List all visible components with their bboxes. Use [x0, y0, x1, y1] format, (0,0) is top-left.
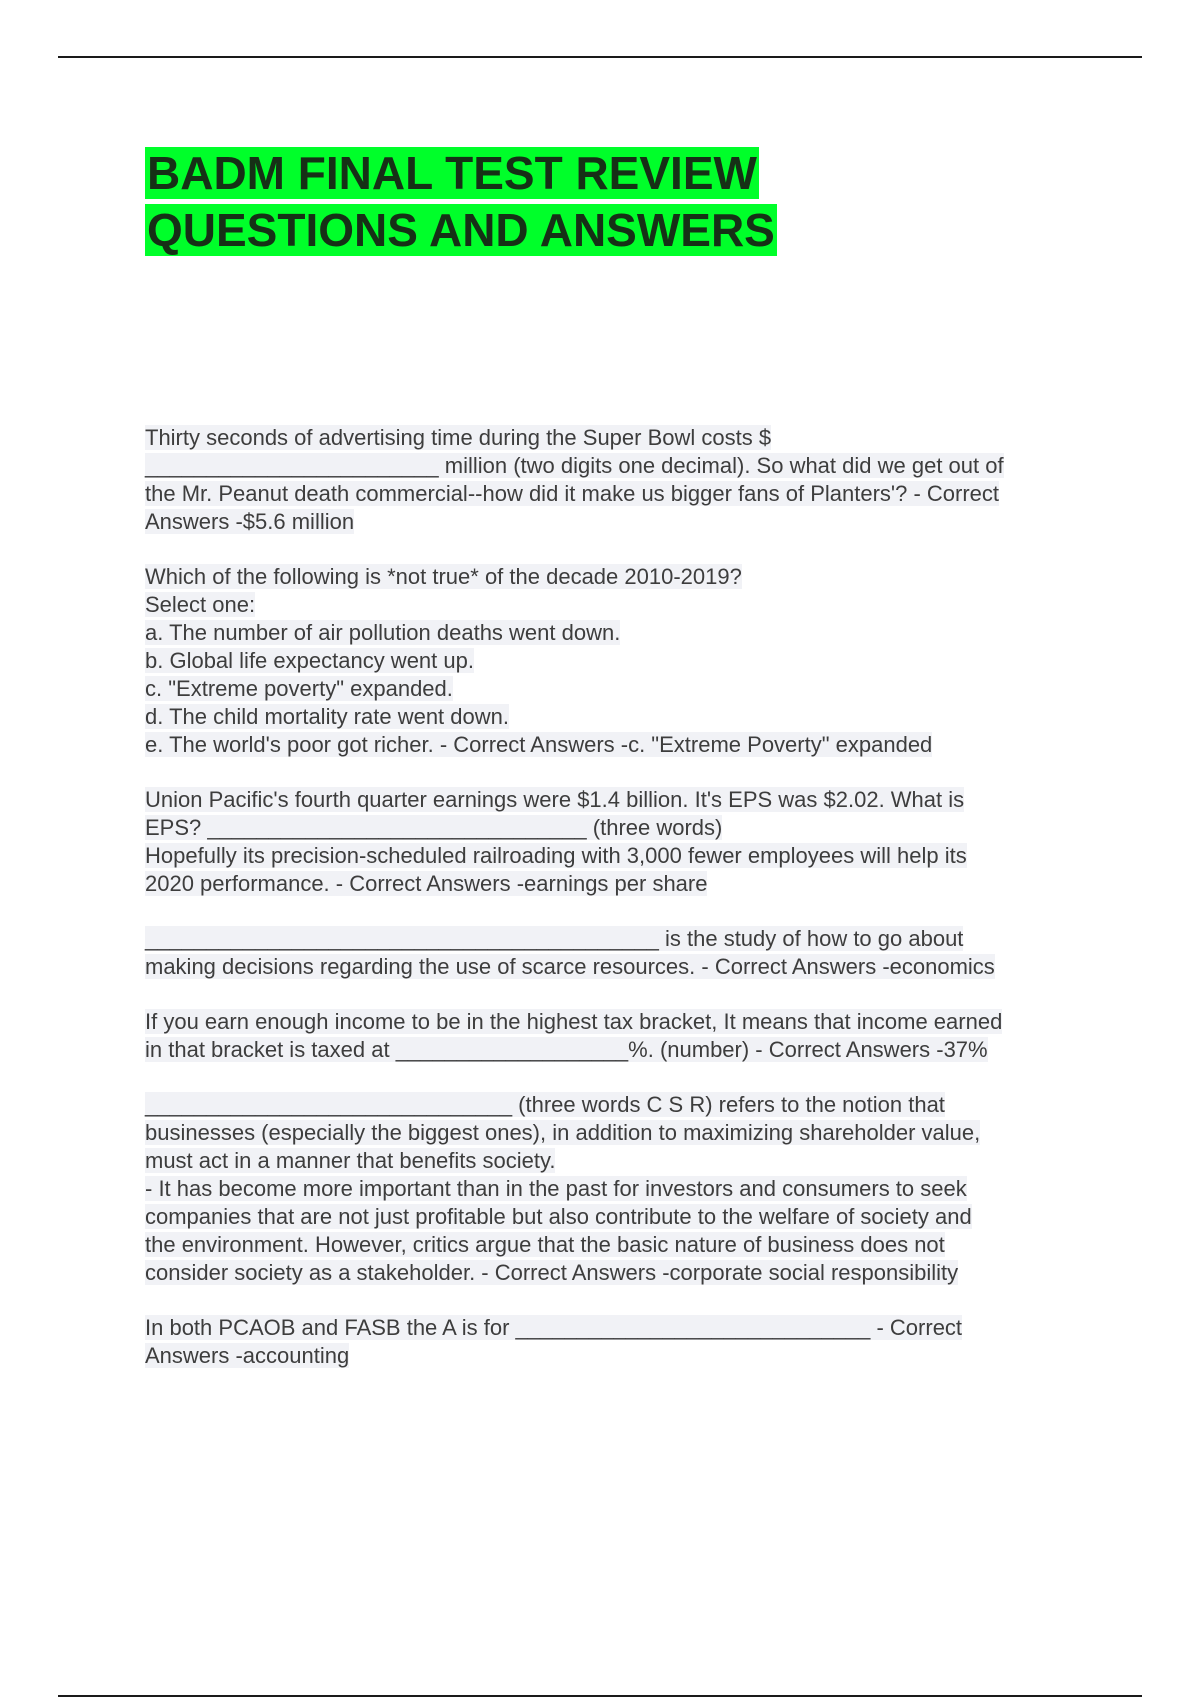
qa-line-text: the Mr. Peanut death commercial--how did it make us bigger fans of Planters'? - Correct	[145, 481, 1000, 506]
qa-item	[145, 1008, 1095, 1064]
qa-item	[145, 563, 1095, 759]
qa-line-text: b. Global life expectancy went up.	[145, 648, 474, 673]
qa-line-text: If you earn enough income to be in the highest tax bracket, It means that income earned	[145, 1009, 1003, 1034]
qa-line-text: Answers -$5.6 million	[145, 509, 355, 534]
qa-line	[145, 842, 1095, 870]
qa-line	[145, 452, 1095, 480]
qa-line	[145, 1147, 1095, 1175]
qa-line-text: Union Pacific's fourth quarter earnings were $1.4 billion. It's EPS was $2.02. What is	[145, 787, 965, 812]
qa-line-text: Select one:	[145, 592, 256, 617]
qa-line-text: in that bracket is taxed at ___________________%. (number) - Correct Answers -37%	[145, 1037, 988, 1062]
qa-line-text: the environment. However, critics argue that the basic nature of business does not	[145, 1232, 945, 1257]
qa-line-text: EPS? _______________________________ (three words)	[145, 815, 723, 840]
title-line-1: BADM FINAL TEST REVIEW	[147, 147, 757, 199]
qa-line	[145, 424, 1095, 452]
qa-line	[145, 925, 1095, 953]
qa-line-text: companies that are not just profitable but also contribute to the welfare of society and	[145, 1204, 972, 1229]
qa-line	[145, 647, 1095, 675]
qa-line	[145, 731, 1095, 759]
qa-line-text: consider society as a stakeholder. - Correct Answers -corporate social responsibility	[145, 1260, 959, 1285]
qa-line	[145, 591, 1095, 619]
qa-line-text: Answers -accounting	[145, 1343, 350, 1368]
qa-line-text: - It has become more important than in the past for investors and consumers to seek	[145, 1176, 967, 1201]
qa-line	[145, 619, 1095, 647]
qa-item	[145, 786, 1095, 898]
qa-line	[145, 1314, 1095, 1342]
qa-line-text: Thirty seconds of advertising time during the Super Bowl costs $	[145, 425, 772, 450]
qa-line	[145, 953, 1095, 981]
qa-line	[145, 480, 1095, 508]
qa-line	[145, 814, 1095, 842]
qa-item	[145, 1091, 1095, 1287]
qa-line	[145, 1203, 1095, 1231]
qa-line	[145, 1175, 1095, 1203]
qa-line	[145, 1259, 1095, 1287]
qa-line-text: making decisions regarding the use of scarce resources. - Correct Answers -economics	[145, 954, 995, 979]
qa-item	[145, 1314, 1095, 1370]
qa-item	[145, 424, 1095, 536]
qa-line	[145, 1342, 1095, 1370]
qa-line-text: must act in a manner that benefits society.	[145, 1148, 556, 1173]
qa-item	[145, 925, 1095, 981]
qa-line-text: __________________________________________ is the study of how to go about	[145, 926, 964, 951]
qa-line-text: 2020 performance. - Correct Answers -earnings per share	[145, 871, 708, 896]
top-rule	[58, 56, 1142, 58]
qa-list	[145, 424, 1095, 1397]
qa-line	[145, 786, 1095, 814]
qa-line-text: ________________________ million (two digits one decimal). So what did we get out of	[145, 453, 1004, 478]
title-line-2: QUESTIONS AND ANSWERS	[147, 204, 775, 256]
qa-line	[145, 1119, 1095, 1147]
qa-line-text: Which of the following is *not true* of the decade 2010-2019?	[145, 564, 742, 589]
qa-line-text: a. The number of air pollution deaths went down.	[145, 620, 621, 645]
qa-line-text: In both PCAOB and FASB the A is for _____________________________ - Correct	[145, 1315, 963, 1340]
qa-line	[145, 508, 1095, 536]
qa-line	[145, 675, 1095, 703]
document-title	[145, 145, 1045, 259]
qa-line	[145, 1091, 1095, 1119]
qa-line-text: businesses (especially the biggest ones), in addition to maximizing shareholder value,	[145, 1120, 981, 1145]
qa-line	[145, 1036, 1095, 1064]
qa-line	[145, 703, 1095, 731]
qa-line-text: e. The world's poor got richer. - Correct Answers -c. "Extreme Poverty" expanded	[145, 732, 933, 757]
qa-line	[145, 1231, 1095, 1259]
qa-line	[145, 870, 1095, 898]
qa-line-text: ______________________________ (three words C S R) refers to the notion that	[145, 1092, 945, 1117]
qa-line-text: d. The child mortality rate went down.	[145, 704, 509, 729]
qa-line-text: Hopefully its precision-scheduled railroading with 3,000 fewer employees will help its	[145, 843, 967, 868]
qa-line	[145, 563, 1095, 591]
bottom-rule	[58, 1695, 1142, 1697]
qa-line-text: c. "Extreme poverty" expanded.	[145, 676, 453, 701]
qa-line	[145, 1008, 1095, 1036]
